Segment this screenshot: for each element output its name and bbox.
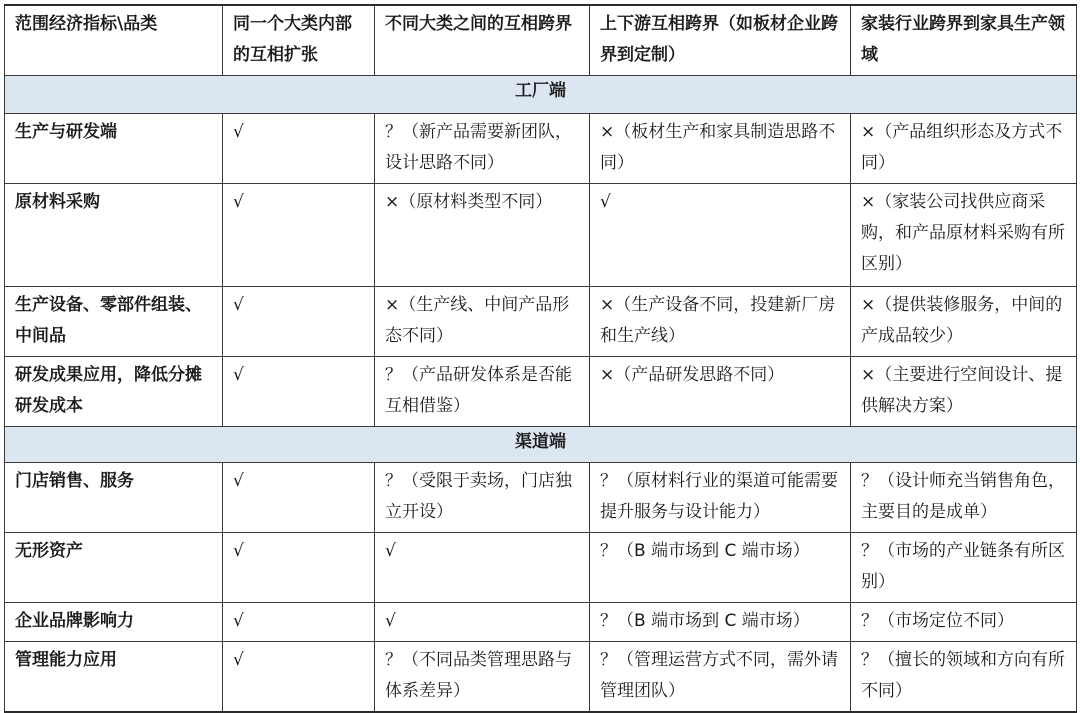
section-title: 渠道端 bbox=[5, 427, 1077, 463]
table-cell: ？（B 端市场到 C 端市场） bbox=[590, 533, 851, 603]
table-cell: ？（市场定位不同） bbox=[851, 603, 1077, 642]
table-row bbox=[5, 114, 1077, 184]
table-cell: √ bbox=[223, 287, 375, 357]
table-cell: ×（主要进行空间设计、提供解决方案） bbox=[851, 357, 1077, 427]
table-cell: ×（产品组织形态及方式不同） bbox=[851, 114, 1077, 184]
table-cell: ×（生产设备不同，投建新厂房和生产线） bbox=[590, 287, 851, 357]
row-label: 生产设备、零部件组装、中间品 bbox=[5, 287, 223, 357]
table-cell: √ bbox=[223, 603, 375, 642]
table-cell: √ bbox=[223, 114, 375, 184]
header-cell-indicator: 范围经济指标\品类 bbox=[5, 5, 223, 76]
row-label: 管理能力应用 bbox=[5, 642, 223, 713]
table-cell: ？（设计师充当销售角色，主要目的是成单） bbox=[851, 463, 1077, 533]
table-row bbox=[5, 642, 1077, 713]
table-cell: ？（擅长的领域和方向有所不同） bbox=[851, 642, 1077, 713]
table-row bbox=[5, 357, 1077, 427]
section-row-factory bbox=[5, 76, 1077, 114]
header-cell-upstream-downstream: 上下游互相跨界（如板材企业跨界到定制） bbox=[590, 5, 851, 76]
table-cell: ？（受限于卖场，门店独立开设） bbox=[375, 463, 590, 533]
table-row bbox=[5, 463, 1077, 533]
table-cell: ×（家装公司找供应商采购，和产品原材料采购有所区别） bbox=[851, 184, 1077, 287]
table-cell: √ bbox=[223, 357, 375, 427]
table-cell: ？（B 端市场到 C 端市场） bbox=[590, 603, 851, 642]
table-row bbox=[5, 287, 1077, 357]
table-cell: ？（不同品类管理思路与体系差异） bbox=[375, 642, 590, 713]
table-cell: ？（市场的产业链条有所区别） bbox=[851, 533, 1077, 603]
header-cell-cross-category: 不同大类之间的互相跨界 bbox=[375, 5, 590, 76]
table-row bbox=[5, 533, 1077, 603]
header-row bbox=[5, 5, 1077, 76]
row-label: 生产与研发端 bbox=[5, 114, 223, 184]
table-cell: √ bbox=[223, 463, 375, 533]
table-cell: ×（原材料类型不同） bbox=[375, 184, 590, 287]
table-cell: ？（新产品需要新团队，设计思路不同） bbox=[375, 114, 590, 184]
row-label: 门店销售、服务 bbox=[5, 463, 223, 533]
table-row bbox=[5, 603, 1077, 642]
table-cell: √ bbox=[223, 533, 375, 603]
header-cell-same-category: 同一个大类内部的互相扩张 bbox=[223, 5, 375, 76]
section-row-channel bbox=[5, 427, 1077, 463]
table-cell: ×（产品研发思路不同） bbox=[590, 357, 851, 427]
table-cell: ×（提供装修服务，中间的产成品较少） bbox=[851, 287, 1077, 357]
row-label: 研发成果应用，降低分摊研发成本 bbox=[5, 357, 223, 427]
table-cell: √ bbox=[375, 533, 590, 603]
table-cell: √ bbox=[375, 603, 590, 642]
table-cell: ？（管理运营方式不同，需外请管理团队） bbox=[590, 642, 851, 713]
economies-of-scope-table bbox=[4, 4, 1077, 713]
table-row bbox=[5, 184, 1077, 287]
section-title: 工厂端 bbox=[5, 76, 1077, 114]
table-cell: ？（产品研发体系是否能互相借鉴） bbox=[375, 357, 590, 427]
table-cell: √ bbox=[223, 642, 375, 713]
row-label: 无形资产 bbox=[5, 533, 223, 603]
table-cell: √ bbox=[590, 184, 851, 287]
row-label: 原材料采购 bbox=[5, 184, 223, 287]
row-label: 企业品牌影响力 bbox=[5, 603, 223, 642]
table-cell: √ bbox=[223, 184, 375, 287]
header-cell-decoration-to-furniture: 家装行业跨界到家具生产领域 bbox=[851, 5, 1077, 76]
table-cell: ×（生产线、中间产品形态不同） bbox=[375, 287, 590, 357]
comparison-table-container bbox=[4, 4, 1076, 713]
table-cell: ×（板材生产和家具制造思路不同） bbox=[590, 114, 851, 184]
table-cell: ？（原材料行业的渠道可能需要提升服务与设计能力） bbox=[590, 463, 851, 533]
